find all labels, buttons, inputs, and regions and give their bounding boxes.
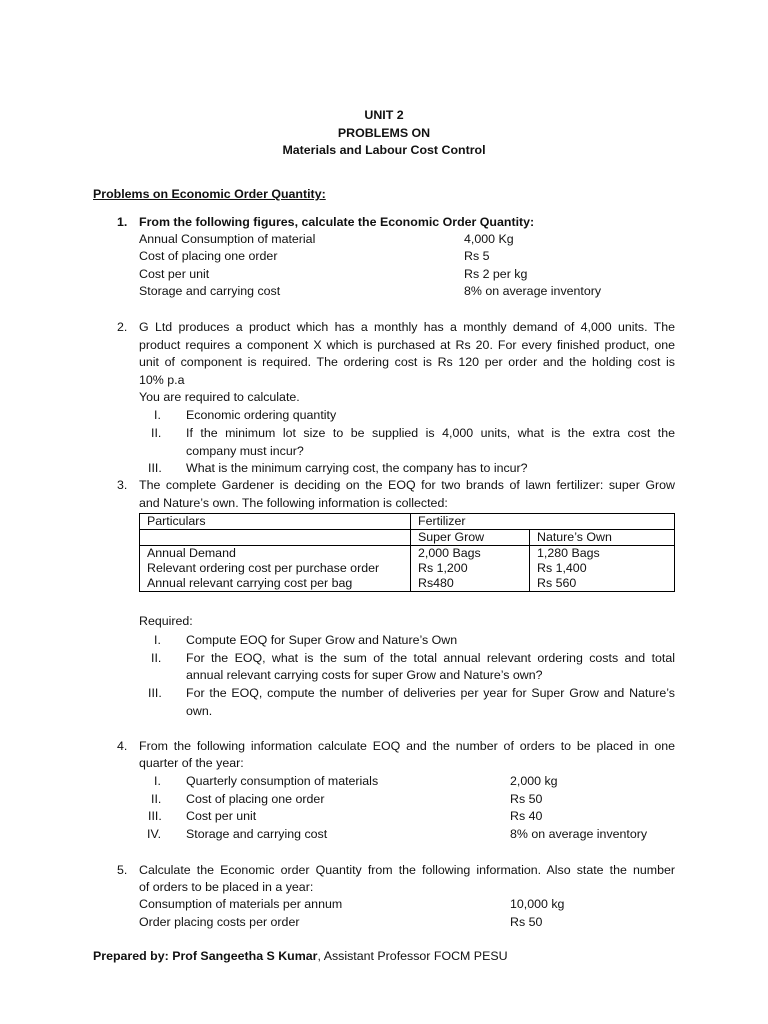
q4-item-roman: IV.: [147, 827, 162, 841]
q1-row-label: Cost per unit: [139, 267, 210, 281]
table-cell-super-grow: 2,000 Bags: [411, 546, 530, 562]
q1-row-value: 8% on average inventory: [464, 284, 602, 298]
q3-item-text: own.: [186, 704, 213, 718]
q1-number: 1.: [117, 215, 128, 229]
q4-item-value: 2,000 kg: [510, 774, 558, 788]
q3-required: Required:: [139, 614, 193, 628]
problems-on-title: PROBLEMS ON: [337, 126, 431, 140]
table-cell-natures-own: Rs 560: [530, 576, 675, 592]
q1-row-value: Rs 5: [464, 249, 490, 263]
q4-text-line: From the following information calculate EOQ and the number of orders to be placed in one: [139, 739, 675, 753]
th-super-grow: Super Grow: [411, 530, 530, 546]
q1-row-label: Annual Consumption of material: [139, 232, 316, 246]
q4-number: 4.: [117, 739, 128, 753]
q3-item-text: For the EOQ, compute the number of deliveries per year for Super Grow and Nature’s: [186, 686, 675, 700]
footer-prefix: Prepared by:: [93, 949, 173, 963]
table-row: [140, 561, 675, 576]
q3-item-text: annual relevant carrying costs for super Grow and Nature’s own?: [186, 668, 543, 682]
subject-title: Materials and Labour Cost Control: [282, 143, 486, 157]
q2-text-line: product requires a component X which is purchased at Rs 20. For every finished product, one: [139, 338, 675, 352]
q5-text-line: of orders to be placed in a year:: [139, 880, 314, 894]
q3-item-roman: I.: [154, 633, 161, 647]
fertilizer-table: [139, 513, 675, 592]
q4-item-label: Storage and carrying cost: [186, 827, 328, 841]
q2-item-text: What is the minimum carrying cost, the company has to incur?: [186, 461, 528, 475]
table-row: [140, 576, 675, 592]
q2-item-text: Economic ordering quantity: [186, 408, 337, 422]
q2-item-roman: II.: [151, 426, 162, 440]
q5-row-label: Consumption of materials per annum: [139, 897, 343, 911]
q5-number: 5.: [117, 863, 128, 877]
q2-text-line: 10% p.a: [139, 373, 185, 387]
q5-row-value: 10,000 kg: [510, 897, 565, 911]
q2-text-line: G Ltd produces a product which has a monthly has a monthly demand of 4,000 units. The: [139, 320, 675, 334]
table-cell-natures-own: 1,280 Bags: [530, 546, 675, 562]
q3-item-roman: II.: [151, 651, 162, 665]
q5-text-line: Calculate the Economic order Quantity from the following information. Also state the number: [139, 863, 675, 877]
q1-row-value: 4,000 Kg: [464, 232, 514, 246]
q5-row-value: Rs 50: [510, 915, 543, 929]
table-cell-label: Relevant ordering cost per purchase order: [140, 561, 411, 576]
q3-number: 3.: [117, 478, 128, 492]
q3-item-roman: III.: [148, 686, 162, 700]
table-cell-empty: [140, 530, 411, 546]
table-cell-natures-own: Rs 1,400: [530, 561, 675, 576]
footer-suffix: , Assistant Professor FOCM PESU: [317, 949, 508, 963]
q3-text-line: and Nature’s own. The following information is collected:: [139, 496, 448, 510]
q4-item-roman: III.: [148, 809, 162, 823]
table-cell-super-grow: Rs480: [411, 576, 530, 592]
q3-item-text: Compute EOQ for Super Grow and Nature’s Own: [186, 633, 458, 647]
q4-text-line: quarter of the year:: [139, 756, 244, 770]
q4-item-roman: II.: [151, 792, 162, 806]
q2-text-line: unit of component is required. The ordering cost is Rs 120 per order and the holding cost is: [139, 355, 675, 369]
q5-row-label: Order placing costs per order: [139, 915, 300, 929]
th-natures-own: Nature’s Own: [530, 530, 675, 546]
unit-title: UNIT 2: [364, 108, 404, 122]
q4-item-label: Cost per unit: [186, 809, 257, 823]
q1-intro: From the following figures, calculate the Economic Order Quantity:: [139, 215, 535, 229]
th-fertilizer: Fertilizer: [411, 514, 675, 530]
q4-item-value: Rs 50: [510, 792, 543, 806]
q2-required: You are required to calculate.: [139, 390, 300, 404]
q4-item-label: Cost of placing one order: [186, 792, 325, 806]
q3-text-line: The complete Gardener is deciding on the EOQ for two brands of lawn fertilizer: super Grow: [139, 478, 675, 492]
q2-item-text: company must incur?: [186, 444, 304, 458]
table-row: [140, 546, 675, 562]
q1-row-value: Rs 2 per kg: [464, 267, 528, 281]
footer-name: Prof Sangeetha S Kumar: [172, 949, 318, 963]
q4-item-roman: I.: [154, 774, 161, 788]
q2-item-roman: III.: [148, 461, 162, 475]
q3-item-text: For the EOQ, what is the sum of the total annual relevant ordering costs and total: [186, 651, 675, 665]
th-particulars: Particulars: [140, 514, 411, 530]
q2-number: 2.: [117, 320, 128, 334]
table-cell-super-grow: Rs 1,200: [411, 561, 530, 576]
q4-item-value: 8% on average inventory: [510, 827, 648, 841]
q2-item-roman: I.: [154, 408, 161, 422]
q2-item-text: If the minimum lot size to be supplied is 4,000 units, what is the extra cost the: [186, 426, 675, 440]
footer-credit: [93, 948, 508, 965]
q4-item-value: Rs 40: [510, 809, 543, 823]
q1-row-label: Cost of placing one order: [139, 249, 278, 263]
table-cell-label: Annual relevant carrying cost per bag: [140, 576, 411, 592]
section-heading: Problems on Economic Order Quantity:: [93, 187, 326, 201]
q4-item-label: Quarterly consumption of materials: [186, 774, 379, 788]
q1-row-label: Storage and carrying cost: [139, 284, 281, 298]
table-cell-label: Annual Demand: [140, 546, 411, 562]
